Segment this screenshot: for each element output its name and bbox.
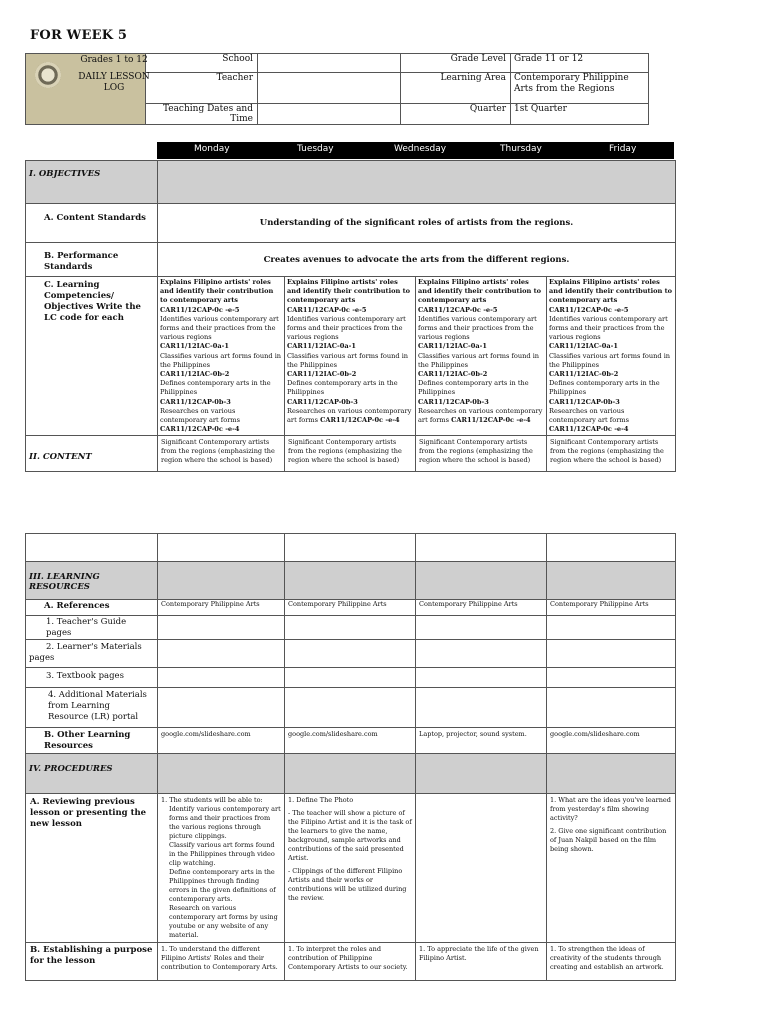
review-intro: 1. The students will be able to: [161,796,263,804]
review-item: Define contemporary arts in the Philippines through finding errors in the given definitions of contemporary arts. [169,868,276,903]
review-item: Classify various art forms found in the Philippines through video clip watching. [169,841,275,867]
content-standards-label: A. Content Standards [26,204,158,243]
procedures-section-title: IV. PROCEDURES [26,754,158,794]
content-cell-friday: Significant Contemporary artists from the regions (emphasizing the region where the school is based) [547,436,676,472]
review-cell-tuesday [285,794,416,943]
lc-line: Identifies various contemporary art forms and their practices from the various regions [287,314,406,342]
other-resources-label: B. Other Learning Resources [26,728,158,754]
blank-cell [547,534,676,562]
quarter-field[interactable]: 1st Quarter [511,104,649,125]
week-title: FOR WEEK 5 [30,28,128,43]
lc-code: CAR11/12IAC-0a-1 [287,342,356,351]
references-tuesday: Contemporary Philippine Arts [285,600,416,616]
review-paragraph: 2. Give one significant contribution of Juan Nakpil based on the film being shown. [550,827,667,853]
resources-gray-cell [547,562,676,600]
lc-line: Defines contemporary arts in the Philippines [549,379,660,397]
textbook-pages-label: 3. Textbook pages [26,668,158,688]
review-lesson-label: A. Reviewing previous lesson or presenting the new lesson [26,794,158,943]
learning-area-field[interactable]: Contemporary Philippine Arts from the Regions [511,73,649,104]
lc-line: Identifies various contemporary art forms and their practices from the various regions [418,314,537,342]
learners-materials-label: 2. Learner's Materials pages [26,640,158,668]
lc-code: CAR11/12CAP-0b-3 [418,397,489,406]
teachers-guide-cell[interactable] [416,616,547,640]
teachers-guide-cell[interactable] [158,616,285,640]
content-standards-value: Understanding of the significant roles of artists from the regions. [158,204,676,243]
lc-code: CAR11/12CAP-0c -e-5 [418,305,498,314]
additional-materials-label: 4. Additional Materials from Learning Resource (LR) portal [26,688,158,728]
content-cell-tuesday: Significant Contemporary artists from the regions (emphasizing the region where the school is based) [285,436,416,472]
learners-materials-cell[interactable] [158,640,285,668]
school-field[interactable] [258,54,401,73]
other-resources-monday: google.com/slideshare.com [158,728,285,754]
additional-materials-cell[interactable] [158,688,285,728]
lc-code: CAR11/12IAC-0a-1 [549,342,618,351]
lc-line: Defines contemporary arts in the Philippines [418,379,529,397]
procedures-gray-cell [285,754,416,794]
resources-gray-cell [158,562,285,600]
lc-line: Identifies various contemporary art forms and their practices from the various regions [549,314,668,342]
references-thursday: Contemporary Philippine Arts [416,600,547,616]
resources-gray-cell [416,562,547,600]
lc-line: Explains Filipino artists' roles and identify their contribution to contemporary arts [287,278,411,305]
lc-line: Classifies various art forms found in the Philippines [418,351,540,369]
review-item: Research on various contemporary art forms by using youtube or any website of any material. [169,904,278,939]
day-tuesday: Tuesday [297,144,334,154]
purpose-tuesday: 1. To interpret the roles and contribution of Philippine Contemporary Artists to our society. [285,943,416,981]
lc-code: CAR11/12CAP-0b-3 [160,397,231,406]
day-friday: Friday [609,144,637,154]
lc-cell-friday [547,277,676,436]
quarter-label: Quarter [401,104,511,125]
day-thursday: Thursday [500,144,542,154]
teachers-guide-cell[interactable] [285,616,416,640]
resources-gray-cell [285,562,416,600]
lc-code: CAR11/12CAP-0c -e-4 [160,425,240,434]
lc-line: Defines contemporary arts in the Philippines [287,379,398,397]
content-section-title: II. CONTENT [26,436,158,472]
lc-line: Classifies various art forms found in the Philippines [160,351,282,369]
purpose-thursday: 1. To appreciate the life of the given Filipino Artist. [416,943,547,981]
other-resources-thursday: Laptop, projector, sound system. [416,728,547,754]
lc-code: CAR11/12CAP-0c -e-5 [160,305,240,314]
review-paragraph: 1. Define The Photo [288,796,354,804]
references-monday: Contemporary Philippine Arts [158,600,285,616]
lc-code: CAR11/12IAC-0b-2 [287,370,357,379]
references-label: A. References [26,600,158,616]
review-cell-friday [547,794,676,943]
textbook-pages-cell[interactable] [416,668,547,688]
lc-code: CAR11/12CAP-0b-3 [287,397,358,406]
review-cell-thursday [416,794,547,943]
review-paragraph: 1. What are the ideas you've learned from yesterday's film showing activity? [550,796,671,822]
lc-code: CAR11/12CAP-0c -e-5 [287,305,367,314]
lc-code: CAR11/12IAC-0b-2 [418,370,488,379]
procedures-gray-cell [416,754,547,794]
textbook-pages-cell[interactable] [285,668,416,688]
lc-line: Classifies various art forms found in the Philippines [549,351,671,369]
blank-cell [416,534,547,562]
lc-line: Identifies various contemporary art forms and their practices from the various regions [160,314,279,342]
lc-code: CAR11/12CAP-0c -e-4 [451,416,531,425]
header-seal-cell [26,54,150,125]
grade-level-field[interactable]: Grade 11 or 12 [511,54,649,73]
dates-label: Teaching Dates and Time [146,104,258,125]
lc-code: CAR11/12IAC-0b-2 [160,370,230,379]
blank-cell [285,534,416,562]
lc-cell-monday [158,277,285,436]
lc-code: CAR11/12IAC-0a-1 [160,342,229,351]
teacher-field[interactable] [258,73,401,104]
lc-line: Classifies various art forms found in the Philippines [287,351,409,369]
lc-code: CAR11/12IAC-0b-2 [549,370,619,379]
lc-cell-tuesday [285,277,416,436]
objectives-gray-band [158,161,676,204]
dates-field[interactable] [258,104,401,125]
day-header-bar [157,142,674,159]
references-friday: Contemporary Philippine Arts [547,600,676,616]
review-cell-monday [158,794,285,943]
performance-standards-label: B. Performance Standards [26,243,158,277]
grade-level-label: Grade Level [401,54,511,73]
resources-section-title: III. LEARNING RESOURCES [26,562,158,600]
learning-area-label: Learning Area [401,73,511,104]
additional-materials-cell[interactable] [285,688,416,728]
content-cell-monday: Significant Contemporary artists from the regions (emphasizing the region where the school is based) [158,436,285,472]
lc-cell-wednesday-thursday [416,277,547,436]
blank-cell [158,534,285,562]
lc-code: CAR11/12CAP-0c -e-4 [320,416,400,425]
lc-line: Researches on various contemporary art forms [549,406,629,425]
purpose-monday: 1. To understand the different Filipino Artists' Roles and their contribution to Contemporary Arts. [158,943,285,981]
review-item: Identify various contemporary art forms and their practices from the various regions through picture clippings. [169,805,281,840]
procedures-gray-cell [158,754,285,794]
lc-code: CAR11/12CAP-0c -e-4 [549,425,629,434]
deped-seal-icon [35,62,61,88]
purpose-friday: 1. To strengthen the ideas of creativity of the students through creating and establish an artwork. [547,943,676,981]
teachers-guide-cell[interactable] [547,616,676,640]
lc-code: CAR11/12CAP-0b-3 [549,397,620,406]
other-resources-tuesday: google.com/slideshare.com [285,728,416,754]
learners-materials-cell[interactable] [285,640,416,668]
purpose-label: B. Establishing a purpose for the lesson [26,943,158,981]
procedures-gray-cell [547,754,676,794]
log-title: DAILY LESSON LOG [78,72,150,93]
day-wednesday: Wednesday [394,144,447,154]
objectives-section-title: I. OBJECTIVES [26,161,158,204]
learning-competencies-label: C. Learning Competencies/ Objectives Write the LC code for each [26,277,158,436]
learners-materials-cell[interactable] [547,640,676,668]
other-resources-friday: google.com/slideshare.com [547,728,676,754]
additional-materials-cell[interactable] [416,688,547,728]
lc-line: Researches on various contemporary art forms [418,406,543,425]
school-label: School [146,54,258,73]
textbook-pages-cell[interactable] [547,668,676,688]
lc-line: Researches on various contemporary art forms [287,406,412,425]
resources-procedures-table [25,533,676,981]
day-monday: Monday [194,144,230,154]
blank-cell [26,534,158,562]
objectives-table [25,160,676,472]
lc-line: Explains Filipino artists' roles and identify their contribution to contemporary arts [549,278,673,305]
lc-line: Explains Filipino artists' roles and identify their contribution to contemporary arts [418,278,542,305]
teachers-guide-label: 1. Teacher's Guide pages [26,616,158,640]
learners-materials-cell[interactable] [416,640,547,668]
lc-code: CAR11/12IAC-0a-1 [418,342,487,351]
content-cell-thursday: Significant Contemporary artists from the regions (emphasizing the region where the school is based) [416,436,547,472]
lc-line: Explains Filipino artists' roles and identify their contribution to contemporary arts [160,278,274,305]
lc-line: Defines contemporary arts in the Philippines [160,379,271,397]
review-paragraph: - The teacher will show a picture of the Filipino Artist and it is the task of the learners to give the name, background, sample artworks and contributions of the said presented Artist. [288,809,412,862]
textbook-pages-cell[interactable] [158,668,285,688]
teacher-label: Teacher [146,73,258,104]
lc-code: CAR11/12CAP-0c -e-5 [549,305,629,314]
lc-line: Researches on various contemporary art forms [160,406,240,425]
additional-materials-cell[interactable] [547,688,676,728]
header-table [25,53,649,125]
performance-standards-value: Creates avenues to advocate the arts from the different regions. [158,243,676,277]
review-paragraph: - Clippings of the different Filipino Artists and their works or contributions will be utilized during the review. [288,867,407,902]
grades-label: Grades 1 to 12 [80,55,148,65]
